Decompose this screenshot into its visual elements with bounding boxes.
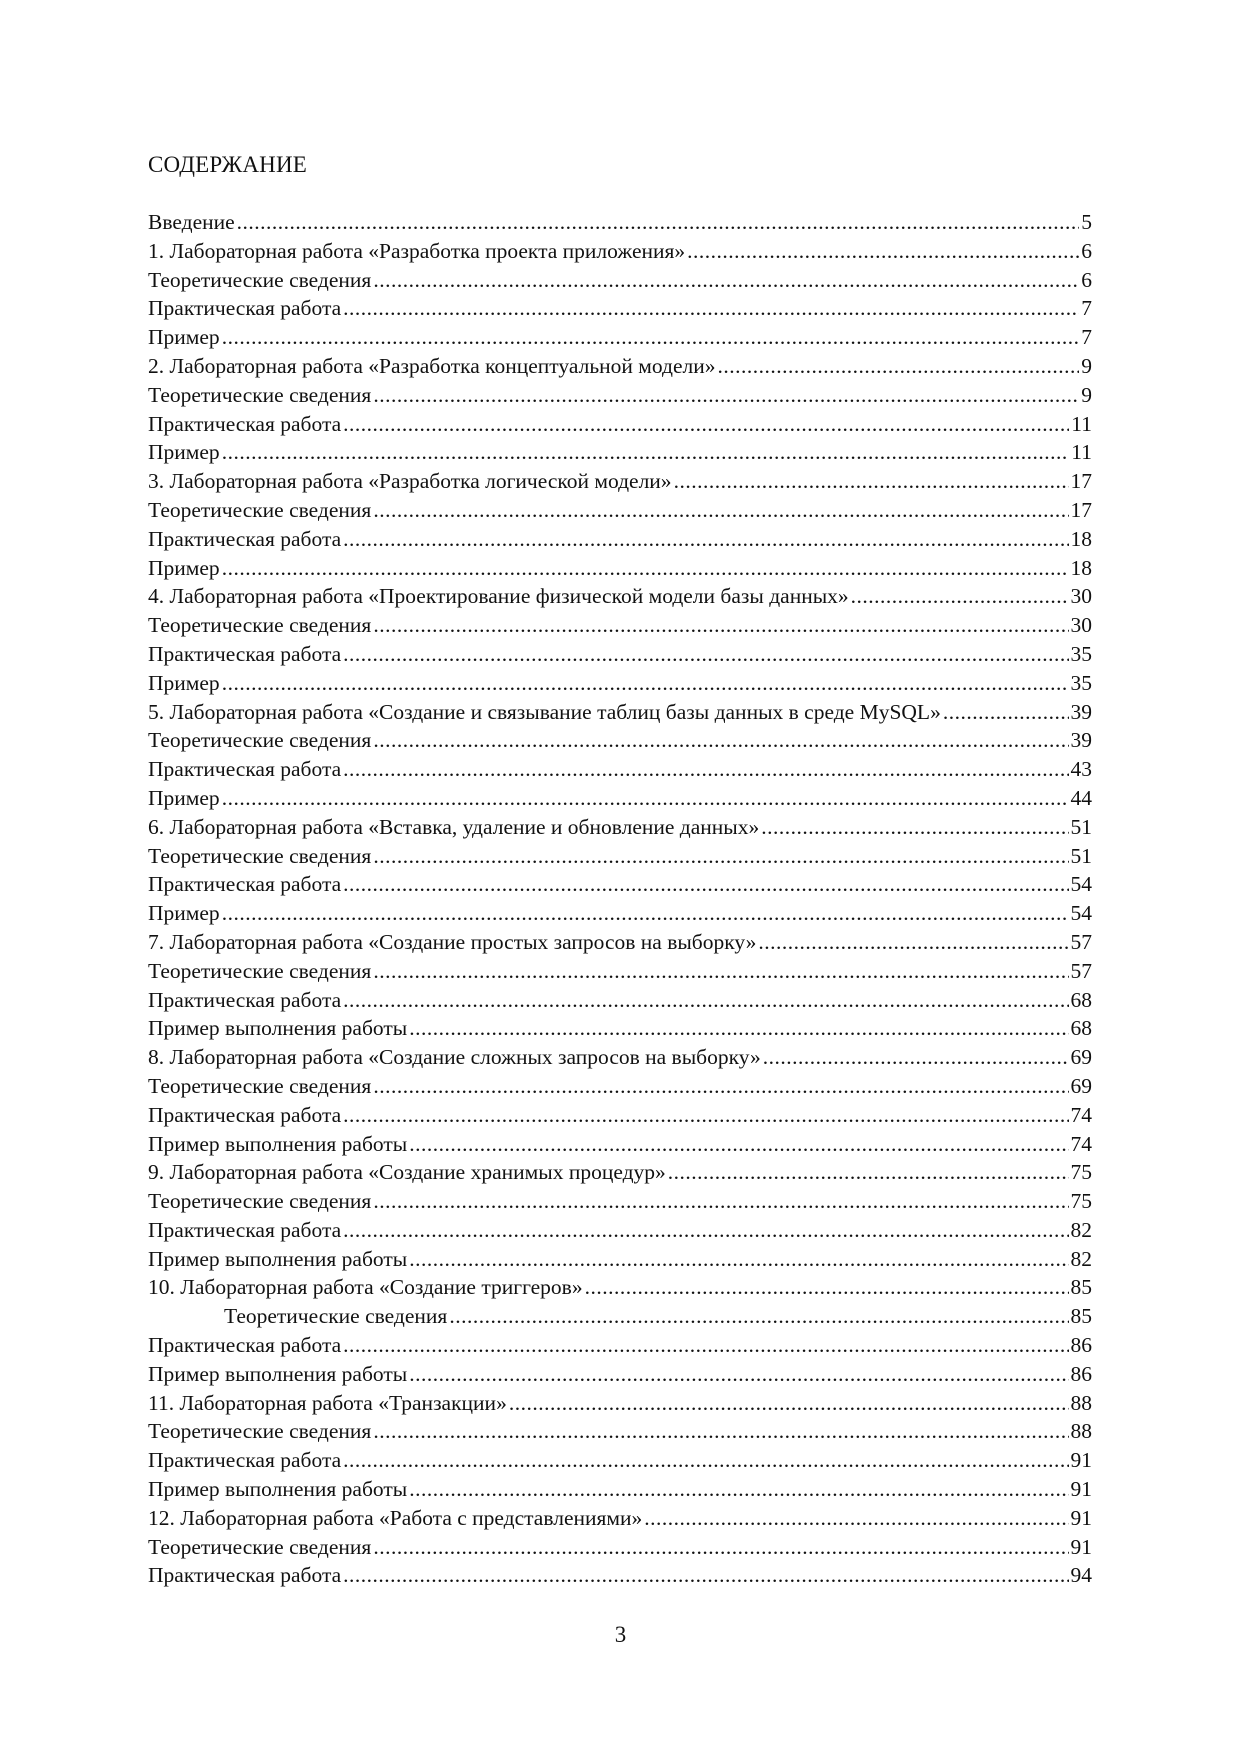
toc-entry-page: 82 (1070, 1217, 1092, 1242)
toc-entry[interactable] (148, 438, 1092, 467)
toc-entry-title: Пример выполнения работы (148, 1477, 408, 1502)
toc-entry[interactable] (148, 813, 1092, 842)
toc-entry-page: 69 (1070, 1073, 1092, 1098)
toc-entry-page: 17 (1070, 469, 1092, 494)
toc-dot-leader (717, 352, 1079, 381)
toc-entry-title: Теоретические сведения (224, 1304, 448, 1329)
toc-entry-page: 7 (1081, 296, 1092, 321)
toc-dot-leader (343, 1216, 1068, 1245)
toc-entry-title: 9. Лабораторная работа «Создание хранимых процедур» (148, 1160, 666, 1185)
toc-entry-title: Пример (148, 785, 220, 810)
toc-dot-leader (222, 899, 1069, 928)
toc-entry-title: Теоретические сведения (148, 958, 372, 983)
toc-entry-page: 94 (1070, 1563, 1092, 1588)
toc-entry[interactable] (148, 784, 1092, 813)
toc-entry[interactable] (148, 842, 1092, 871)
toc-entry[interactable] (148, 467, 1092, 496)
toc-entry-title: Пример выполнения работы (148, 1246, 408, 1271)
toc-dot-leader (409, 1475, 1068, 1504)
toc-dot-leader (222, 438, 1070, 467)
toc-entry[interactable] (148, 1475, 1092, 1504)
toc-entry-title: Практическая работа (148, 1563, 342, 1588)
toc-dot-leader (668, 1158, 1069, 1187)
toc-entry[interactable] (148, 755, 1092, 784)
toc-entry[interactable] (148, 870, 1092, 899)
toc-entry-title: Теоретические сведения (148, 843, 372, 868)
toc-entry-page: 35 (1070, 641, 1092, 666)
toc-entry[interactable] (148, 294, 1092, 323)
toc-entry-title: 6. Лабораторная работа «Вставка, удаление и обновление данных» (148, 814, 760, 839)
toc-entry[interactable] (148, 554, 1092, 583)
toc-entry-page: 39 (1070, 728, 1092, 753)
toc-entry-title: Пример (148, 325, 220, 350)
toc-entry-page: 75 (1070, 1160, 1092, 1185)
toc-entry-page: 54 (1070, 901, 1092, 926)
toc-entry-page: 11 (1071, 440, 1092, 465)
toc-entry-title: Практическая работа (148, 1217, 342, 1242)
toc-entry-title: Пример (148, 555, 220, 580)
toc-dot-leader (373, 381, 1079, 410)
toc-entry-page: 57 (1070, 958, 1092, 983)
toc-dot-leader (373, 1533, 1068, 1562)
toc-entry-page: 51 (1070, 814, 1092, 839)
toc-entry-title: Теоретические сведения (148, 382, 372, 407)
toc-entry-page: 51 (1070, 843, 1092, 868)
toc-dot-leader (509, 1389, 1069, 1418)
toc-entry-page: 17 (1070, 497, 1092, 522)
table-of-contents (148, 208, 1092, 1590)
toc-entry-page: 54 (1070, 872, 1092, 897)
toc-entry[interactable] (148, 381, 1092, 410)
toc-entry[interactable] (148, 669, 1092, 698)
toc-dot-leader (222, 554, 1069, 583)
toc-dot-leader (222, 669, 1069, 698)
toc-entry-title: Теоретические сведения (148, 497, 372, 522)
toc-dot-leader (343, 294, 1079, 323)
toc-entry[interactable] (148, 640, 1092, 669)
toc-entry-title: Пример (148, 670, 220, 695)
toc-entry-page: 91 (1070, 1448, 1092, 1473)
toc-entry[interactable] (148, 957, 1092, 986)
toc-dot-leader (373, 1187, 1068, 1216)
toc-entry[interactable] (148, 1187, 1092, 1216)
toc-entry[interactable] (148, 611, 1092, 640)
toc-entry[interactable] (148, 1417, 1092, 1446)
toc-entry[interactable] (148, 1533, 1092, 1562)
toc-entry[interactable] (148, 1504, 1092, 1533)
page-number: 3 (614, 1622, 627, 1647)
toc-entry-page: 6 (1081, 267, 1092, 292)
toc-dot-leader (343, 1101, 1068, 1130)
toc-dot-leader (343, 870, 1068, 899)
toc-entry-page: 86 (1070, 1361, 1092, 1386)
toc-entry[interactable] (148, 496, 1092, 525)
toc-entry-title: Введение (148, 210, 235, 234)
toc-entry-title: 3. Лабораторная работа «Разработка логической модели» (148, 469, 672, 494)
toc-entry[interactable] (148, 1101, 1092, 1130)
toc-entry-page: 91 (1070, 1477, 1092, 1502)
toc-dot-leader (763, 1043, 1069, 1072)
toc-entry-title: Теоретические сведения (148, 267, 372, 292)
toc-entry-title: Пример выполнения работы (148, 1016, 408, 1041)
toc-entry-title: 10. Лабораторная работа «Создание триггеров» (148, 1275, 583, 1300)
toc-entry-page: 18 (1070, 555, 1092, 580)
toc-dot-leader (343, 410, 1069, 439)
toc-dot-leader (373, 496, 1068, 525)
toc-entry[interactable] (148, 928, 1092, 957)
toc-entry-page: 9 (1081, 353, 1092, 378)
toc-entry-page: 57 (1070, 929, 1092, 954)
toc-dot-leader (851, 582, 1069, 611)
toc-dot-leader (373, 726, 1068, 755)
toc-entry[interactable] (148, 237, 1092, 266)
toc-entry[interactable] (148, 1302, 1092, 1331)
toc-entry-page: 74 (1070, 1131, 1092, 1156)
toc-dot-leader (373, 842, 1068, 871)
toc-dot-leader (222, 784, 1069, 813)
toc-entry-title: Пример выполнения работы (148, 1361, 408, 1386)
toc-heading: СОДЕРЖАНИЕ (148, 152, 308, 177)
toc-entry-page: 74 (1070, 1102, 1092, 1127)
toc-entry[interactable] (148, 698, 1092, 727)
toc-entry-title: Пример (148, 440, 220, 465)
toc-dot-leader (343, 640, 1068, 669)
toc-entry[interactable] (148, 899, 1092, 928)
toc-entry-title: Практическая работа (148, 757, 342, 782)
toc-entry-title: Теоретические сведения (148, 1419, 372, 1444)
toc-entry-title: 12. Лабораторная работа «Работа с представлениями» (148, 1505, 643, 1530)
toc-entry-page: 88 (1070, 1390, 1092, 1415)
toc-entry[interactable] (148, 1072, 1092, 1101)
toc-entry[interactable] (148, 1245, 1092, 1274)
toc-entry-page: 91 (1070, 1534, 1092, 1559)
toc-entry-title: Теоретические сведения (148, 728, 372, 753)
toc-entry[interactable] (148, 352, 1092, 381)
toc-dot-leader (373, 611, 1068, 640)
toc-dot-leader (343, 755, 1068, 784)
toc-dot-leader (409, 1245, 1068, 1274)
toc-entry-page: 43 (1070, 757, 1092, 782)
toc-dot-leader (373, 1417, 1068, 1446)
toc-dot-leader (758, 928, 1068, 957)
toc-entry[interactable] (148, 1360, 1092, 1389)
toc-entry-title: Практическая работа (148, 1102, 342, 1127)
toc-entry[interactable] (148, 1130, 1092, 1159)
toc-dot-leader (409, 1014, 1068, 1043)
toc-entry-page: 7 (1081, 325, 1092, 350)
toc-entry-page: 88 (1070, 1419, 1092, 1444)
toc-entry-title: 1. Лабораторная работа «Разработка проекта приложения» (148, 238, 686, 263)
toc-dot-leader (237, 208, 1080, 237)
toc-entry[interactable] (148, 323, 1092, 352)
toc-entry-title: Практическая работа (148, 526, 342, 551)
toc-entry[interactable] (148, 525, 1092, 554)
toc-entry-title: Теоретические сведения (148, 613, 372, 638)
toc-dot-leader (343, 1561, 1068, 1590)
toc-entry-page: 11 (1071, 411, 1092, 436)
toc-entry-page: 18 (1070, 526, 1092, 551)
toc-dot-leader (585, 1273, 1069, 1302)
toc-entry-title: Практическая работа (148, 296, 342, 321)
toc-dot-leader (644, 1504, 1068, 1533)
toc-entry-title: Теоретические сведения (148, 1073, 372, 1098)
toc-entry[interactable] (148, 1389, 1092, 1418)
toc-entry-page: 68 (1070, 1016, 1092, 1041)
toc-entry-page: 85 (1070, 1304, 1092, 1329)
toc-entry[interactable] (148, 1561, 1092, 1590)
toc-dot-leader (409, 1360, 1068, 1389)
toc-entry-title: Теоретические сведения (148, 1534, 372, 1559)
toc-entry[interactable] (148, 1014, 1092, 1043)
toc-entry[interactable] (148, 1446, 1092, 1475)
toc-dot-leader (943, 698, 1069, 727)
toc-entry-title: 11. Лабораторная работа «Транзакции» (148, 1390, 507, 1415)
toc-entry[interactable] (148, 1043, 1092, 1072)
toc-dot-leader (674, 467, 1069, 496)
toc-entry-title: 8. Лабораторная работа «Создание сложных запросов на выборку» (148, 1045, 761, 1070)
toc-entry[interactable] (148, 1216, 1092, 1245)
toc-dot-leader (343, 986, 1068, 1015)
toc-entry-title: Практическая работа (148, 1333, 342, 1358)
toc-entry[interactable] (148, 1331, 1092, 1360)
toc-dot-leader (343, 525, 1068, 554)
toc-dot-leader (373, 1072, 1068, 1101)
toc-dot-leader (373, 266, 1079, 295)
toc-dot-leader (222, 323, 1080, 352)
toc-entry-title: 2. Лабораторная работа «Разработка концептуальной модели» (148, 353, 716, 378)
toc-entry-page: 5 (1081, 210, 1092, 234)
toc-entry-page: 30 (1070, 613, 1092, 638)
toc-entry-title: Практическая работа (148, 1448, 342, 1473)
toc-entry-title: Пример (148, 901, 220, 926)
toc-dot-leader (761, 813, 1068, 842)
toc-entry-title: 5. Лабораторная работа «Создание и связывание таблиц базы данных в среде MySQL» (148, 699, 941, 724)
toc-entry-page: 86 (1070, 1333, 1092, 1358)
toc-entry-title: Практическая работа (148, 411, 342, 436)
toc-entry[interactable] (148, 1158, 1092, 1187)
toc-entry-title: Практическая работа (148, 987, 342, 1012)
toc-entry[interactable] (148, 986, 1092, 1015)
toc-entry-page: 68 (1070, 987, 1092, 1012)
toc-entry-page: 75 (1070, 1189, 1092, 1214)
toc-dot-leader (373, 957, 1068, 986)
toc-dot-leader (409, 1130, 1068, 1159)
toc-entry-title: Практическая работа (148, 872, 342, 897)
toc-entry-title: Теоретические сведения (148, 1189, 372, 1214)
toc-dot-leader (687, 237, 1079, 266)
toc-entry[interactable] (148, 1273, 1092, 1302)
toc-entry-title: 4. Лабораторная работа «Проектирование физической модели базы данных» (148, 584, 849, 609)
toc-dot-leader (449, 1302, 1068, 1331)
toc-entry-page: 35 (1070, 670, 1092, 695)
toc-entry-title: Практическая работа (148, 641, 342, 666)
toc-entry-page: 6 (1081, 238, 1092, 263)
toc-entry-page: 9 (1081, 382, 1092, 407)
toc-entry-page: 69 (1070, 1045, 1092, 1070)
toc-entry[interactable] (148, 582, 1092, 611)
toc-entry-page: 39 (1070, 699, 1092, 724)
toc-dot-leader (343, 1331, 1068, 1360)
toc-entry-page: 30 (1070, 584, 1092, 609)
toc-entry-page: 44 (1070, 785, 1092, 810)
toc-entry[interactable] (148, 208, 1092, 237)
toc-entry-page: 91 (1070, 1505, 1092, 1530)
toc-entry-page: 85 (1070, 1275, 1092, 1300)
toc-entry[interactable] (148, 726, 1092, 755)
toc-entry-title: 7. Лабораторная работа «Создание простых запросов на выборку» (148, 929, 757, 954)
toc-entry[interactable] (148, 266, 1092, 295)
toc-entry-title: Пример выполнения работы (148, 1131, 408, 1156)
toc-entry[interactable] (148, 410, 1092, 439)
toc-entry-page: 82 (1070, 1246, 1092, 1271)
toc-dot-leader (343, 1446, 1068, 1475)
